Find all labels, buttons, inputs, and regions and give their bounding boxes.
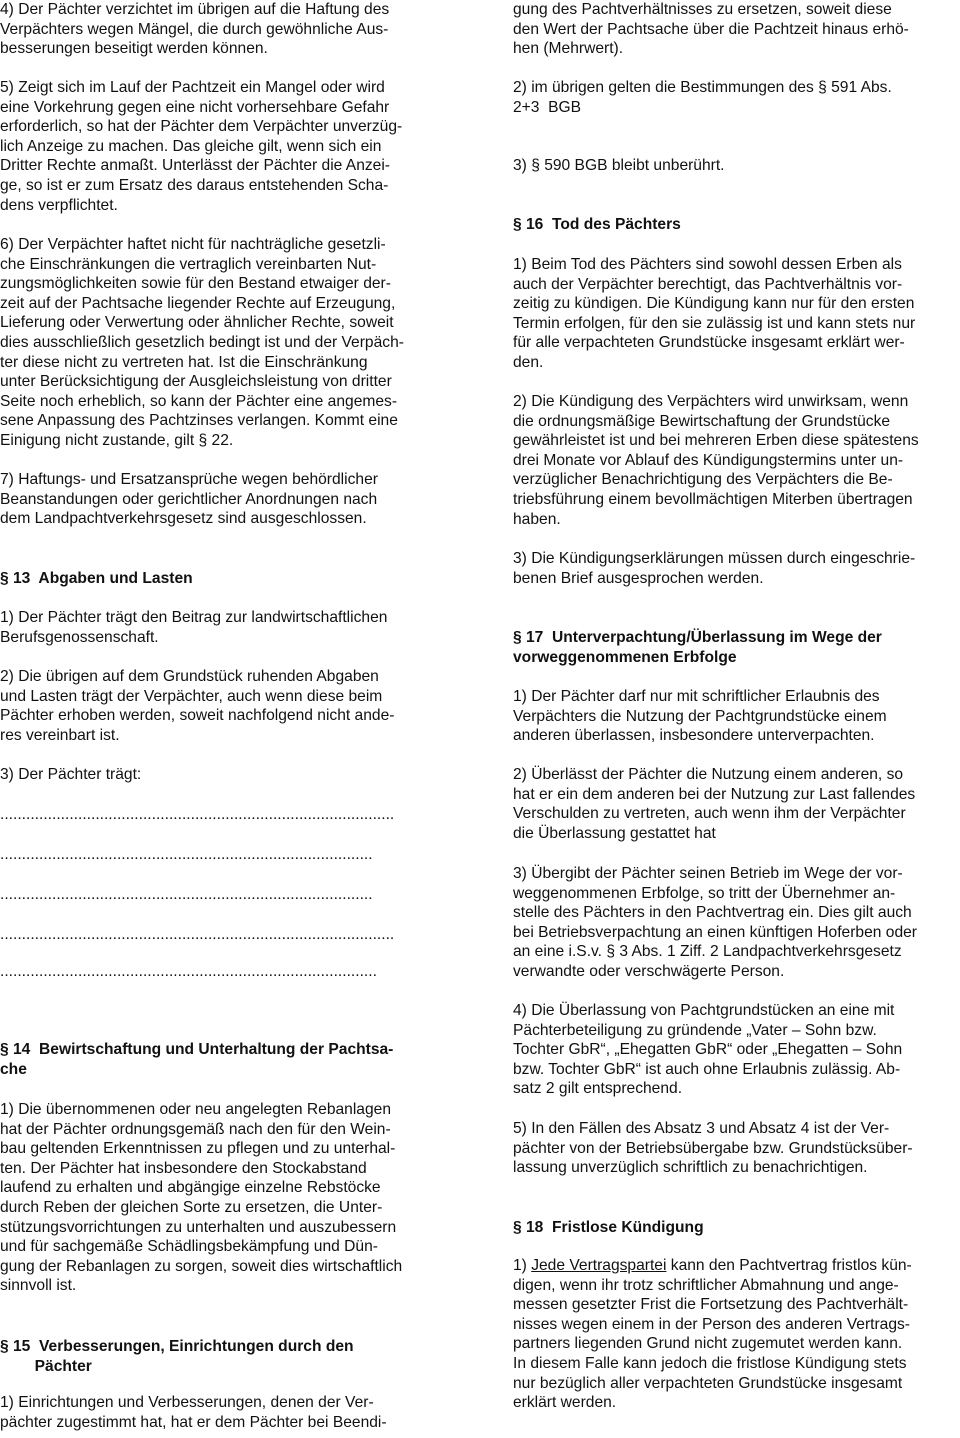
paragraph-12-7: 7) Haftungs- und Ersatzansprüche wegen behördlicher Beanstandungen oder gerichtlicher Anordnungen nach dem Landpachtverkehrsgesetz sind ausgeschlossen.: [0, 471, 378, 528]
paragraph-15-1-continued: gung des Pachtverhältnisses zu ersetzen, soweit diese den Wert der Pachtsache über die Pachtzeit hinaus erhö- hen (Mehrwert).: [513, 1, 909, 58]
paragraph-13-2: 2) Die übrigen auf dem Grundstück ruhenden Abgaben und Lasten trägt der Verpächter, auch wenn diese beim Pächter erhoben werden, soweit nachfolgend nicht ande- res vereinbart ist.: [0, 668, 395, 744]
paragraph-16-3: 3) Die Kündigungserklärungen müssen durch eingeschrie- benen Brief ausgesprochen werden.: [513, 550, 916, 587]
paragraph-17-5: 5) In den Fällen des Absatz 3 und Absatz 4 ist der Ver- pächter von der Betriebsübergabe bzw. Grundstücksüber- lassung unverzüglich schriftlich zu benachrichtigen.: [513, 1120, 913, 1177]
dotted-fill-line: ......................................................................................: [0, 886, 373, 903]
paragraph-14-1: 1) Die übernommenen oder neu angelegten Rebanlagen hat der Pächter ordnungsgemäß nach den für den Wein- bau geltenden Erkenntnissen zu pflegen und zu unterhal- ten. Der Pächter hat insbesondere den Stockabstand laufend zu erhalten und abgängige einzelne Rebstöcke durch Reben der gleichen Sorte zu ersetzen, die Unter- stützungsvorrichtungen zu unterhalten und auszubessern und für sachgemäße Schädlingsbekämpfung und Dün- gung der Rebanlagen zu sorgen, soweit dies wirtschaftlich sinnvoll ist.: [0, 1101, 403, 1295]
paragraph-18-1: [513, 1256, 912, 1413]
paragraph-16-1: 1) Beim Tod des Pächters sind sowohl dessen Erben als auch der Verpächter berechtigt, das Pachtverhältnis vor- zeitig zu kündigen. Die Kündigung kann nur für den ersten Termin erfolgen, für den sie zulässig ist und kann stets nur für alle verpachteten Grundstücke insgesamt erklärt wer- den.: [513, 256, 916, 371]
paragraph-prefix: 1): [513, 1257, 532, 1274]
section-heading-15: § 15 Verbesserungen, Einrichtungen durch den Pächter: [0, 1338, 354, 1375]
section-heading-13: § 13 Abgaben und Lasten: [0, 570, 193, 587]
dotted-fill-line: ...........................................................................................: [0, 806, 395, 823]
paragraph-12-5: 5) Zeigt sich im Lauf der Pachtzeit ein Mangel oder wird eine Vorkehrung gegen eine nicht vorhersehbare Gefahr erforderlich, so hat der Pächter dem Verpächter unverzüg- lich Anzeige zu machen. Das gleiche gilt, wenn sich ein Dritter Rechte anmaßt. Unterlässt der Pächter die Anzei- ge, so ist er zum Ersatz des daraus entstehenden Scha- dens verpflichtet.: [0, 79, 403, 214]
section-heading-14: § 14 Bewirtschaftung und Unterhaltung der Pachtsa- che: [0, 1041, 394, 1078]
underlined-term: Jede Vertragspartei: [531, 1257, 667, 1274]
paragraph-15-2: 2) im übrigen gelten die Bestimmungen des § 591 Abs. 2+3 BGB: [513, 79, 892, 116]
paragraph-17-3: 3) Übergibt der Pächter seinen Betrieb im Wege der vor- weggenommenen Erbfolge, so tritt der Übernehmer an- stelle des Pächters in den Pachtvertrag ein. Dies gilt auch bei Betriebsverpachtung an einen künftigen Hoferben oder an eine i.S.v. § 3 Abs. 1 Ziff. 2 Landpachtverkehrsgesetz verwandte oder verschwägerte Person.: [513, 865, 917, 980]
paragraph-16-2: 2) Die Kündigung des Verpächters wird unwirksam, wenn die ordnungsmäßige Bewirtschaftung der Grundstücke gewährleistet ist und bei mehreren Erben diese spätestens drei Monate vor Ablauf des Kündigungstermins unter un- verzüglicher Benachrichtigung des Verpächters die Be- triebsführung einem bevollmächtigen Miterben übertragen haben.: [513, 393, 919, 528]
dotted-fill-line: .......................................................................................: [0, 963, 377, 980]
paragraph-17-1: 1) Der Pächter darf nur mit schriftlicher Erlaubnis des Verpächters die Nutzung der Pachtgrundstücke einem anderen überlassen, insbesondere unterverpachten.: [513, 688, 887, 745]
paragraph-13-1: 1) Der Pächter trägt den Beitrag zur landwirtschaftlichen Berufsgenossenschaft.: [0, 609, 388, 646]
paragraph-15-3: 3) § 590 BGB bleibt unberührt.: [513, 157, 725, 174]
paragraph-17-2: 2) Überlässt der Pächter die Nutzung einem anderen, so hat er ein dem anderen bei der Nutzung zur Last fallendes Verschulden zu vertreten, auch wenn ihm der Verpächter die Überlassung gestattet hat: [513, 766, 916, 842]
section-heading-18: § 18 Fristlose Kündigung: [513, 1219, 704, 1236]
section-heading-16: § 16 Tod des Pächters: [513, 216, 681, 233]
paragraph-15-1: 1) Einrichtungen und Verbesserungen, denen der Ver- pächter zugestimmt hat, hat er dem Pächter bei Beendi-: [0, 1394, 387, 1431]
paragraph-12-4: 4) Der Pächter verzichtet im übrigen auf die Haftung des Verpächters wegen Mängel, die durch gewöhnliche Aus- besserungen beseitigt werden können.: [0, 1, 390, 58]
paragraph-text: kann den Pachtvertrag fristlos kün- digen, wenn ihr trotz schriftlicher Abmahnung und ange- messen gesetzter Frist die Fortsetzung des Pachtverhält- nisses wegen einem in der Person des anderen Vertrags- partners liegenden Grund nicht zugemutet werden kann. In diesem Falle kann jedoch die fristlose Kündigung stets nur bezüglich aller verpachteten Grundstücke insgesamt erklärt werden.: [513, 1257, 912, 1412]
section-heading-17: § 17 Unterverpachtung/Überlassung im Wege der vorweggenommenen Erbfolge: [513, 629, 882, 666]
dotted-fill-line: ...........................................................................................: [0, 926, 395, 943]
paragraph-17-4: 4) Die Überlassung von Pachtgrundstücken an eine mit Pächterbeteiligung zu gründende „Vater – Sohn bzw. Tochter GbR“, „Ehegatten GbR“ oder „Ehegatten – Sohn bzw. Tochter GbR“ ist auch ohne Erlaubnis zulässig. Ab- satz 2 gilt entsprechend.: [513, 1002, 903, 1098]
dotted-fill-line: ......................................................................................: [0, 846, 373, 863]
paragraph-13-3: 3) Der Pächter trägt:: [0, 766, 142, 783]
paragraph-12-6: 6) Der Verpächter haftet nicht für nachträgliche gesetzli- che Einschränkungen die vertraglich vereinbarten Nut- zungsmöglichkeiten sowie für den Bestand etwaiger der- zeit auf der Pachtsache liegender Rechte auf Erzeugung, Lieferung oder Verwertung oder ähnlicher Rechte, soweit dies ausschließlich gesetzlich bedingt ist und der Verpäch- ter diese nicht zu vertreten hat. Ist die Einschränkung unter Berücksichtigung der Ausgleichsleistung von dritter Seite noch erheblich, so kann der Pächter eine angemes- sene Anpassung des Pachtzinses verlangen. Kommt eine Einigung nicht zustande, gilt § 22.: [0, 236, 404, 449]
